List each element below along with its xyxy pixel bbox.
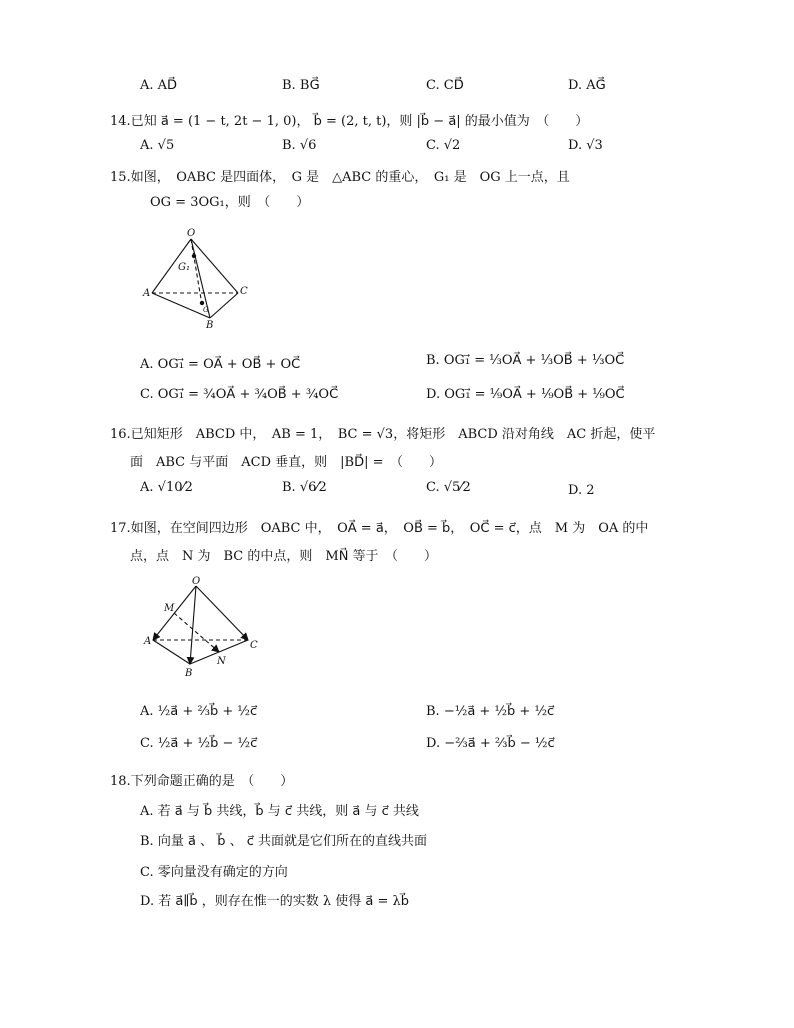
point-g1	[192, 254, 196, 258]
q16-option-a: A. √10⁄2	[140, 480, 193, 495]
q16-option-b: B. √6⁄2	[282, 480, 327, 495]
label-g1: G₁	[178, 262, 190, 273]
q14-option-a: A. √5	[140, 138, 175, 153]
q15-option-a: A. OG₁⃗ = OA⃗ + OB⃗ + OC⃗	[140, 357, 301, 372]
q16-number: 16.	[110, 427, 131, 442]
q17-stem-line1: 17.如图，在空间四边形 OABC 中， OA⃗ = a⃗， OB⃗ = b⃗， OC⃗ = c⃗，点 M 为 OA 的中	[110, 521, 649, 536]
edge-bc	[210, 293, 238, 318]
vector-mn	[174, 613, 219, 652]
q16-option-c: C. √5⁄2	[426, 480, 471, 495]
edge-ab	[153, 640, 190, 664]
label-a: A	[143, 288, 151, 299]
q17-option-d: D. −⅔a⃗ + ⅔b⃗ − ½c⃗	[426, 736, 555, 751]
q18-option-a: A. 若 a⃗ 与 b⃗ 共线，b⃗ 与 c⃗ 共线，则 a⃗ 与 c⃗ 共线	[140, 804, 419, 819]
q17-number: 17.	[110, 521, 131, 536]
q15-option-d: D. OG₁⃗ = ⅑OA⃗ + ⅑OB⃗ + ⅑OC⃗	[426, 387, 625, 402]
q13-option-b: B. BG⃗	[282, 78, 320, 93]
q17-tetrahedron-figure	[140, 576, 265, 682]
segment-og	[191, 239, 202, 305]
edge-ab	[152, 293, 210, 318]
label-g: G	[203, 306, 209, 314]
q18-option-d: D. 若 a⃗∥b⃗ ，则存在惟一的实数 λ 使得 a⃗ = λb⃗	[140, 894, 409, 909]
q14-option-b: B. √6	[282, 138, 317, 153]
q14-stem	[110, 110, 588, 129]
q13-option-c: C. CD⃗	[426, 78, 464, 93]
q14-text: 已知 a⃗ = (1 − t, 2t − 1, 0)， b⃗ = (2, t, t)，则 |b⃗ − a⃗| 的最小值为 （ ）	[130, 114, 589, 129]
label-c: C	[240, 286, 248, 297]
q14-option-c: C. √2	[426, 138, 461, 153]
q14-number: 14.	[110, 114, 131, 129]
q15-option-b: B. OG₁⃗ = ⅓OA⃗ + ⅓OB⃗ + ⅓OC⃗	[426, 353, 625, 368]
point-g	[200, 301, 204, 305]
q16-option-d: D. 2	[568, 483, 595, 498]
q18-option-b: B. 向量 a⃗ 、 b⃗ 、 c⃗ 共面就是它们所在的直线共面	[140, 834, 427, 849]
q15-option-c: C. OG₁⃗ = ¾OA⃗ + ¾OB⃗ + ¾OC⃗	[140, 387, 339, 402]
q15-number: 15.	[110, 170, 131, 185]
label-c: C	[250, 640, 258, 651]
label-a: A	[144, 636, 152, 647]
q18-option-c: C. 零向量没有确定的方向	[140, 865, 288, 880]
vector-oc	[196, 586, 248, 640]
q15-tetrahedron-figure	[140, 226, 260, 332]
q13-option-a: A. AD⃗	[140, 78, 178, 93]
q18-number: 18.	[110, 774, 131, 789]
label-o: O	[187, 228, 196, 239]
q17-option-c: C. ½a⃗ + ½b⃗ − ½c⃗	[140, 736, 258, 751]
q18-stem: 18.下列命题正确的是 （ ）	[110, 774, 294, 789]
q16-stem-line2: 面 ABC 与平面 ACD 垂直，则 |BD⃗| = （ ）	[130, 455, 443, 470]
q17-stem-line2: 点，点 N 为 BC 的中点，则 MN⃗ 等于 （ ）	[130, 549, 438, 564]
q14-option-d: D. √3	[568, 138, 603, 153]
q17-option-b: B. −½a⃗ + ½b⃗ + ½c⃗	[426, 704, 555, 719]
label-n: N	[217, 656, 226, 667]
q13-option-d: D. AG⃗	[568, 78, 606, 93]
label-m: M	[164, 603, 175, 614]
q17-option-a: A. ½a⃗ + ⅔b⃗ + ½c⃗	[140, 704, 258, 719]
vector-ob	[190, 586, 196, 664]
q15-stem-line1: 15.如图， OABC 是四面体， G 是 △ABC 的重心， G₁ 是 OG 上一点，且	[110, 170, 570, 185]
q16-stem-line1: 16.已知矩形 ABCD 中， AB = 1， BC = √3，将矩形 ABCD 沿对角线 AC 折起，使平	[110, 427, 656, 442]
label-o: O	[192, 576, 201, 587]
label-b: B	[206, 320, 214, 331]
q15-stem-line2: OG = 3OG₁，则 （ ）	[150, 195, 310, 210]
label-b: B	[185, 668, 193, 679]
